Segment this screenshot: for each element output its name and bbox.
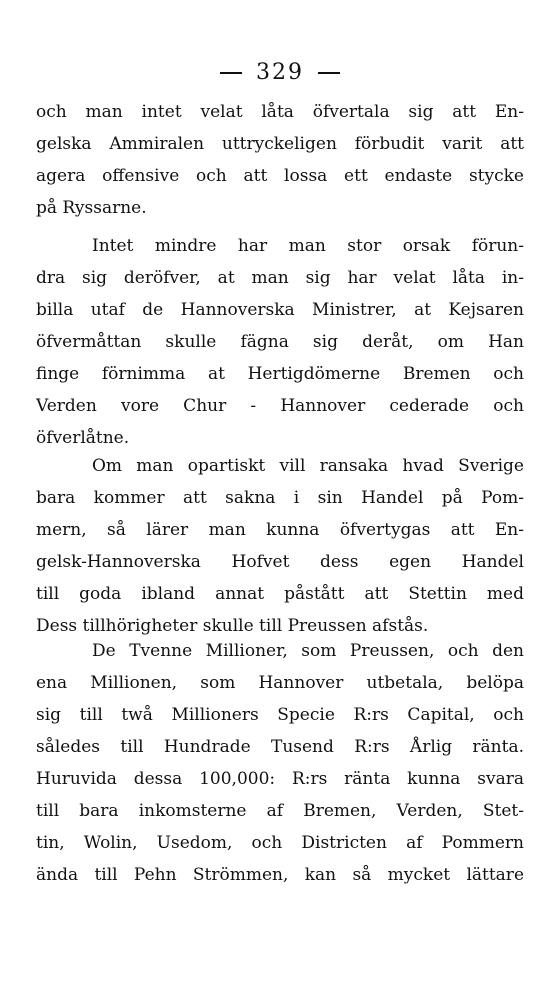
paragraph-2 bbox=[36, 230, 524, 454]
text-line: till goda ibland annat påstått att Stettin med bbox=[36, 584, 524, 604]
text-line: ena Millionen, som Hannover utbetala, belöpa bbox=[36, 673, 524, 693]
text-line: bara kommer att sakna i sin Handel på Pom- bbox=[36, 488, 524, 508]
text-line: öfvermåttan skulle fägna sig deråt, om Han bbox=[36, 332, 524, 352]
text-line: således till Hundrade Tusend R:rs Årlig ränta. bbox=[36, 737, 524, 757]
text-line: Dess tillhörigheter skulle till Preussen afstås. bbox=[36, 616, 429, 636]
paragraph-4 bbox=[36, 635, 524, 891]
text-line: öfverlåtne. bbox=[36, 428, 130, 448]
text-line: gelsk-Hannoverska Hofvet dess egen Handel bbox=[36, 552, 524, 572]
page-number: 329 bbox=[256, 60, 304, 85]
page-header bbox=[0, 60, 560, 85]
text-line: ända till Pehn Strömmen, kan så mycket lättare bbox=[36, 865, 524, 885]
text-line: Huruvida dessa 100,000: R:rs ränta kunna svara bbox=[36, 769, 524, 789]
text-line: agera offensive och att lossa ett endaste stycke bbox=[36, 166, 524, 186]
text-line: Verden vore Chur - Hannover cederade och bbox=[36, 396, 524, 416]
text-line: på Ryssarne. bbox=[36, 198, 147, 218]
text-line: och man intet velat låta öfvertala sig att En- bbox=[36, 102, 524, 122]
text-line: Om man opartiskt vill ransaka hvad Sverige bbox=[92, 456, 524, 476]
text-line: billa utaf de Hannoverska Ministrer, at Kejsaren bbox=[36, 300, 524, 320]
paragraph-3 bbox=[36, 450, 524, 642]
paragraph-1 bbox=[36, 96, 524, 224]
text-line: mern, så lärer man kunna öfvertygas att En- bbox=[36, 520, 524, 540]
header-dash-left bbox=[220, 72, 242, 74]
text-line: tin, Wolin, Usedom, och Districten af Pommern bbox=[36, 833, 524, 853]
text-line: gelska Ammiralen uttryckeligen förbudit varit att bbox=[36, 134, 524, 154]
text-line: sig till twå Millioners Specie R:rs Capital, och bbox=[36, 705, 524, 725]
text-line: dra sig deröfver, at man sig har velat låta in- bbox=[36, 268, 524, 288]
text-line: De Tvenne Millioner, som Preussen, och den bbox=[92, 641, 524, 661]
text-line: till bara inkomsterne af Bremen, Verden, Stet- bbox=[36, 801, 524, 821]
header-dash-right bbox=[318, 72, 340, 74]
text-line: finge förnimma at Hertigdömerne Bremen och bbox=[36, 364, 524, 384]
text-line: Intet mindre har man stor orsak förun- bbox=[92, 236, 524, 256]
